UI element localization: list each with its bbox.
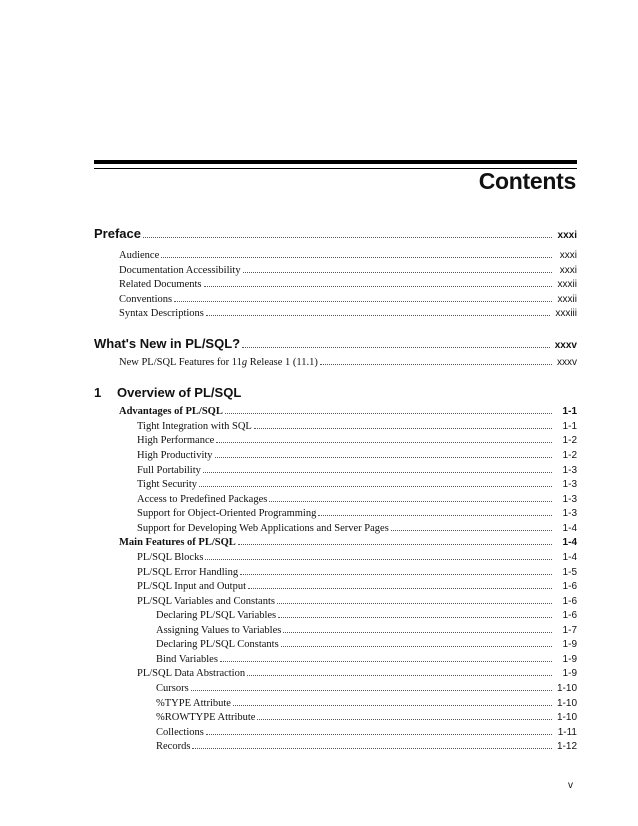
leader-dots: [143, 237, 552, 238]
toc-entry-high-productivity[interactable]: [137, 450, 577, 461]
toc-entry-web-applications[interactable]: [137, 523, 577, 534]
toc-entry-new-features[interactable]: [119, 357, 577, 368]
toc-entry-bind-variables[interactable]: [156, 654, 577, 665]
toc-entry-records[interactable]: [156, 741, 577, 752]
toc-entry-whats-new[interactable]: [94, 336, 577, 351]
toc-entry-title: What's New in PL/SQL?: [94, 336, 241, 351]
toc-entry-title: Assigning Values to Variables: [156, 625, 282, 636]
toc-entry-page: xxxiii: [555, 308, 577, 319]
chapter-title[interactable]: Overview of PL/SQL: [117, 385, 242, 400]
toc-entry-title: Cursors: [156, 683, 189, 694]
toc-entry-title: Main Features of PL/SQL: [119, 537, 236, 548]
leader-dots: [247, 675, 552, 676]
toc-entry-page: 1-9: [562, 668, 577, 679]
toc-entry-declaring-constants[interactable]: [156, 639, 577, 650]
toc-entry-title: Support for Developing Web Applications and Server Pages: [137, 523, 389, 534]
toc-entry-page: xxxi: [557, 230, 577, 241]
toc-entry-title: Full Portability: [137, 465, 201, 476]
toc-entry-object-oriented[interactable]: [137, 508, 577, 519]
toc-entry-declaring-variables[interactable]: [156, 610, 577, 621]
top-rule-thick: [94, 160, 577, 164]
leader-dots: [191, 690, 552, 691]
leader-dots: [238, 544, 552, 545]
toc-entry-page: xxxv: [557, 357, 577, 368]
leader-dots: [161, 257, 552, 258]
leader-dots: [243, 272, 552, 273]
leader-dots: [281, 646, 552, 647]
toc-entry-page: 1-3: [562, 508, 577, 519]
toc-entry-collections[interactable]: [156, 727, 577, 738]
leader-dots: [220, 661, 552, 662]
toc-entry-data-abstraction[interactable]: [137, 668, 577, 679]
toc-entry-assigning-values[interactable]: [156, 625, 577, 636]
leader-dots: [283, 632, 552, 633]
toc-entry-cursors[interactable]: [156, 683, 577, 694]
toc-entry-advantages[interactable]: [119, 406, 577, 417]
toc-entry-page: 1-4: [562, 537, 577, 548]
toc-entry-plsql-blocks[interactable]: [137, 552, 577, 563]
leader-dots: [242, 347, 550, 348]
toc-entry-page: 1-6: [562, 581, 577, 592]
toc-entry-page: 1-12: [556, 741, 577, 752]
toc-entry-high-performance[interactable]: [137, 435, 577, 446]
toc-entry-page: 1-3: [562, 479, 577, 490]
toc-entry-type-attribute[interactable]: [156, 698, 577, 709]
toc-entry-error-handling[interactable]: [137, 567, 577, 578]
leader-dots: [192, 748, 552, 749]
toc-entry-title: PL/SQL Error Handling: [137, 567, 239, 578]
toc-entry-tight-security[interactable]: [137, 479, 577, 490]
toc-entry-page: 1-10: [556, 698, 577, 709]
toc-entry-title: Related Documents: [119, 279, 202, 290]
leader-dots: [215, 457, 552, 458]
toc-entry-title: PL/SQL Blocks: [137, 552, 204, 563]
toc-entry-title: Syntax Descriptions: [119, 308, 204, 319]
toc-entry-page: xxxi: [559, 250, 577, 261]
toc-entry-title: High Performance: [137, 435, 215, 446]
leader-dots: [174, 301, 552, 302]
leader-dots: [205, 559, 552, 560]
toc-entry-title: Bind Variables: [156, 654, 218, 665]
toc-entry-page: 1-4: [562, 523, 577, 534]
toc-entry-page: 1-6: [562, 610, 577, 621]
toc-entry-page: 1-2: [562, 450, 577, 461]
toc-entry-title: PL/SQL Variables and Constants: [137, 596, 275, 607]
toc-entry-page: 1-6: [562, 596, 577, 607]
toc-entry-title: Declaring PL/SQL Variables: [156, 610, 277, 621]
toc-entry-predefined-packages[interactable]: [137, 494, 577, 505]
toc-entry-title: PL/SQL Data Abstraction: [137, 668, 246, 679]
leader-dots: [269, 501, 552, 502]
leader-dots: [233, 705, 552, 706]
toc-entry-related-documents[interactable]: [119, 279, 577, 290]
leader-dots: [206, 734, 552, 735]
leader-dots: [320, 364, 552, 365]
toc-entry-input-output[interactable]: [137, 581, 577, 592]
toc-entry-title: %ROWTYPE Attribute: [156, 712, 256, 723]
leader-dots: [204, 286, 552, 287]
toc-entry-page: 1-1: [562, 421, 577, 432]
toc-entry-page: 1-11: [557, 727, 577, 738]
leader-dots: [203, 472, 552, 473]
leader-dots: [391, 530, 552, 531]
title-suffix: Release 1 (11.1): [247, 357, 318, 368]
toc-entry-title: High Productivity: [137, 450, 213, 461]
toc-entry-title: Records: [156, 741, 191, 752]
toc-entry-documentation-accessibility[interactable]: [119, 265, 577, 276]
leader-dots: [216, 442, 552, 443]
leader-dots: [240, 574, 552, 575]
toc-entry-title: PL/SQL Input and Output: [137, 581, 246, 592]
toc-entry-page: 1-3: [562, 494, 577, 505]
toc-entry-page: 1-2: [562, 435, 577, 446]
toc-entry-title: Audience: [119, 250, 160, 261]
toc-entry-title: Documentation Accessibility: [119, 265, 241, 276]
title-italic: g: [241, 357, 248, 368]
footer-page-number: v: [568, 780, 573, 791]
toc-entry-title: [119, 357, 318, 368]
toc-entry-page: xxxii: [557, 279, 577, 290]
toc-entry-page: xxxv: [554, 340, 577, 351]
toc-entry-title: Declaring PL/SQL Constants: [156, 639, 279, 650]
toc-entry-title: Tight Integration with SQL: [137, 421, 252, 432]
toc-entry-syntax-descriptions[interactable]: [119, 308, 577, 319]
toc-entry-page: 1-3: [562, 465, 577, 476]
toc-entry-title: Conventions: [119, 294, 173, 305]
title-prefix: New PL/SQL Features for 11: [119, 357, 242, 368]
toc-entry-page: 1-4: [562, 552, 577, 563]
toc-entry-title: Support for Object-Oriented Programming: [137, 508, 317, 519]
toc-entry-title: Collections: [156, 727, 204, 738]
toc-entry-title: Tight Security: [137, 479, 197, 490]
toc-entry-full-portability[interactable]: [137, 465, 577, 476]
toc-entry-page: 1-7: [562, 625, 577, 636]
toc-entry-variables-constants[interactable]: [137, 596, 577, 607]
leader-dots: [318, 515, 552, 516]
toc-entry-page: 1-10: [556, 683, 577, 694]
leader-dots: [257, 719, 552, 720]
toc-entry-conventions[interactable]: [119, 294, 577, 305]
leader-dots: [254, 428, 552, 429]
leader-dots: [199, 486, 552, 487]
toc-entry-page: 1-5: [562, 567, 577, 578]
leader-dots: [225, 413, 552, 414]
toc-entry-page: 1-1: [562, 406, 577, 417]
toc-entry-title: Preface: [94, 226, 141, 241]
toc-entry-rowtype-attribute[interactable]: [156, 712, 577, 723]
leader-dots: [277, 603, 552, 604]
leader-dots: [248, 588, 552, 589]
leader-dots: [206, 315, 550, 316]
toc-entry-preface[interactable]: [94, 226, 577, 241]
toc-entry-page: 1-9: [562, 654, 577, 665]
toc-entry-title: %TYPE Attribute: [156, 698, 231, 709]
toc-entry-page: 1-10: [556, 712, 577, 723]
toc-entry-main-features[interactable]: [119, 537, 577, 548]
toc-entry-page: xxxi: [559, 265, 577, 276]
toc-entry-page: 1-9: [562, 639, 577, 650]
toc-entry-page: xxxii: [557, 294, 577, 305]
chapter-number: 1: [94, 385, 102, 400]
toc-entry-audience[interactable]: [119, 250, 577, 261]
toc-entry-title: Advantages of PL/SQL: [119, 406, 223, 417]
toc-entry-tight-integration[interactable]: [137, 421, 577, 432]
toc-entry-title: Access to Predefined Packages: [137, 494, 268, 505]
leader-dots: [278, 617, 552, 618]
page-title: Contents: [478, 168, 576, 194]
